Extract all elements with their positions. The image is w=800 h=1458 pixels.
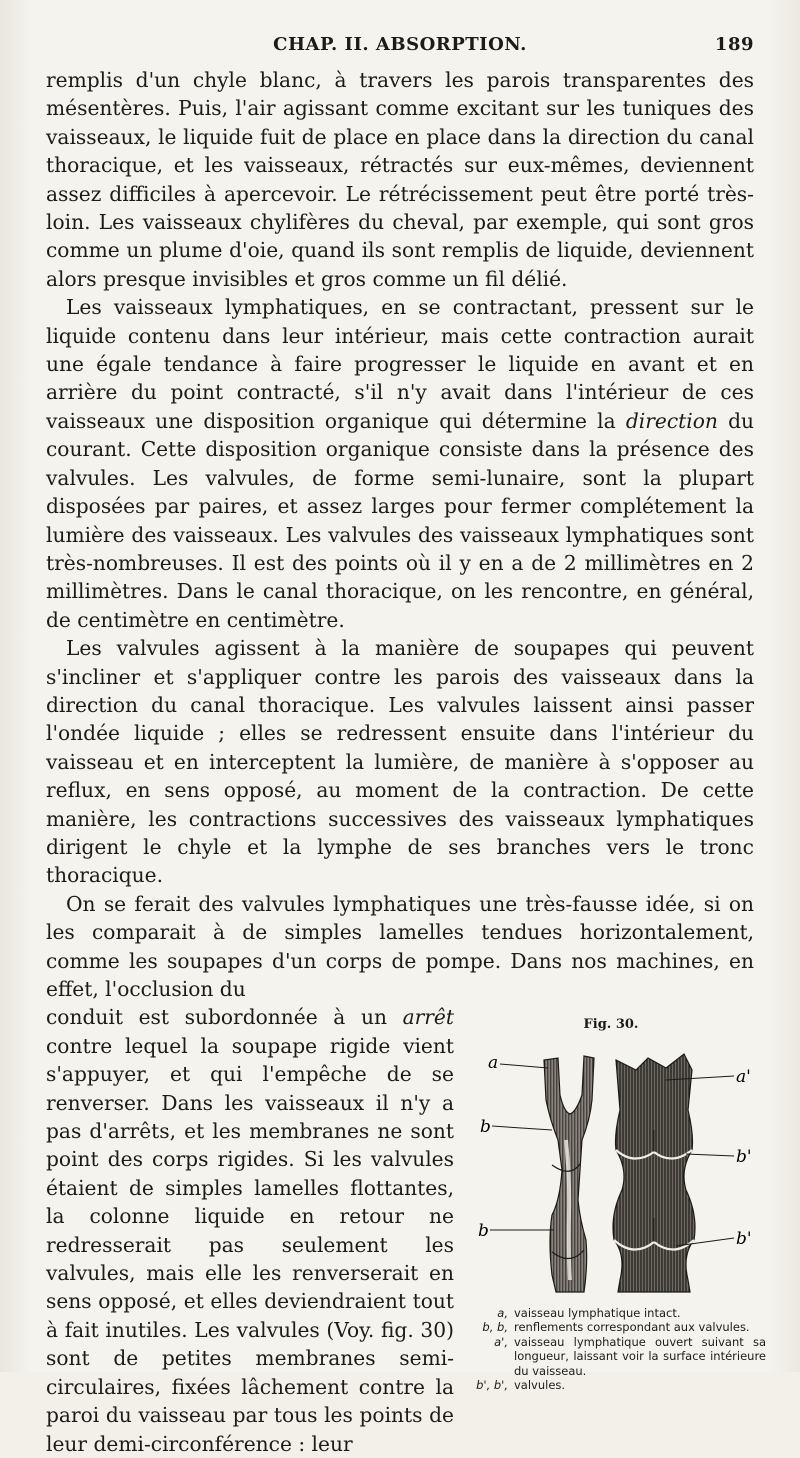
caption-row xyxy=(466,1320,766,1335)
caption-text: vaisseau lymphatique ouvert suivant sa longueur, laissant voir la surface intérieure du vaisseau. xyxy=(514,1334,766,1378)
paragraph-4-text-b: contre lequel la soupape rigide vient s'appuyer, et qui l'empêche de se renverser. Dans les vaisseaux il n'y a pas d'arrêts, et les membranes ne sont point des corps rigides. Si les valvules étaient de simples lamelles flottantes, la colonne liquide en retour ne redresserait pas seulement les valvules, mais elle les renverserait en sens opposé, et elles deviendraient tout à fait inutiles. Les valvules (Voy. fig. 30) sont de petites membranes semi-circulaires, fixées lâchement contre la paroi du vaisseau par tous les points de leur demi-circonférence : leur xyxy=(46,1033,454,1456)
page-number: 189 xyxy=(714,34,754,55)
caption-row xyxy=(466,1378,766,1393)
caption-text: renflements correspondant aux valvules. xyxy=(514,1320,750,1335)
lymphatic-vessel-illustration xyxy=(466,1040,766,1302)
label-b-top: b xyxy=(480,1116,491,1137)
caption-key: b, b, xyxy=(482,1320,508,1335)
paragraph-3: Les valvules agissent à la manière de soupapes qui peuvent s'incliner et s'appliquer contre les parois des vaisseaux dans la direction du canal thoracique. Les valvules laissent ainsi passer l'ondée liquide ; elles se redressent ensuite dans l'intérieur du vaisseau et en interceptent la lumière, de manière à s'opposer au reflux, en sens opposé, au moment de la contraction. De cette manière, les contractions successives des vaisseaux lymphatiques dirigent le chyle et la lymphe de ses branches vers le tronc thoracique. xyxy=(46,636,754,888)
paragraph-2-text-a: Les vaisseaux lymphatiques, en se contractant, pressent sur le liquide contenu dans leur intérieur, mais cette contraction aurait une égale tendance à faire progresser le liquide en avant et en arrière du point contracté, s'il n'y avait dans l'intérieur de ces vaisseaux une disposition organique qui détermine la xyxy=(46,295,754,433)
leader-b-prime-top xyxy=(686,1154,734,1156)
caption-row xyxy=(466,1306,766,1321)
intact-vessel xyxy=(544,1056,594,1292)
opened-vessel xyxy=(613,1054,695,1292)
leader-a xyxy=(500,1064,548,1068)
paragraph-4-emphasis: arrêt xyxy=(402,1005,454,1030)
label-b-prime-bottom: b' xyxy=(736,1228,752,1249)
caption-key: a, xyxy=(497,1305,508,1320)
label-a: a xyxy=(488,1052,499,1073)
paragraph-4-full-width: On se ferait des valvules lymphatiques une très-fausse idée, si on les comparait à de simples lamelles tendues horizontalement, comme les soupapes d'un corps de pompe. Dans nos machines, en effet, l'occlusion du xyxy=(46,891,754,1001)
figure-30 xyxy=(466,1011,766,1392)
paragraph-1: remplis d'un chyle blanc, à travers les parois transparentes des mésentères. Puis, l'air agissant comme excitant sur les tuniques des vaisseaux, le liquide fuit de place en place dans la direction du canal thoracique, et les vaisseaux, rétractés sur eux-mêmes, deviennent assez difficiles à apercevoir. Le rétrécissement peut être porté très-loin. Les vaisseaux chylifères du cheval, par exemple, qui sont gros comme un plume d'oie, quand ils sont remplis de liquide, deviennent alors presque invisibles et gros comme un fil délié. xyxy=(46,68,754,291)
caption-text: vaisseau lymphatique intact. xyxy=(514,1305,681,1320)
label-a-prime: a' xyxy=(736,1066,751,1087)
label-b-prime-top: b' xyxy=(736,1146,752,1167)
running-title: CHAP. II. ABSORPTION. xyxy=(273,34,527,55)
paragraph-2 xyxy=(46,293,754,634)
running-header xyxy=(46,34,754,62)
leader-b-top xyxy=(492,1126,552,1130)
caption-text: valvules. xyxy=(514,1378,566,1393)
paragraph-4-continued xyxy=(46,1003,454,1458)
main-text xyxy=(46,66,766,1458)
figure-caption xyxy=(466,1306,766,1393)
caption-key: a', xyxy=(494,1334,508,1349)
figure-title: Fig. 30. xyxy=(583,1017,639,1033)
paragraph-2-emphasis: direction xyxy=(625,408,718,433)
paragraph-2-text-b: du courant. Cette disposition organique consiste dans la présence des valvules. Les valvules, de forme semi-lunaire, sont la plupart disposées par paires, et assez larges pour fermer complétement la lumière des vaisseaux. Les valvules des vaisseaux lymphatiques sont très-nombreuses. Il est des points où il y en a de 2 millimètres en 2 millimètres. Dans le canal thoracique, on les rencontre, en général, de centimètre en centimètre. xyxy=(46,408,755,632)
text-with-figure xyxy=(46,1003,766,1458)
label-b-bottom: b xyxy=(478,1220,489,1241)
caption-key: b', b', xyxy=(476,1378,508,1393)
paragraph-4-text-a: conduit est subordonnée à un xyxy=(46,1005,387,1030)
